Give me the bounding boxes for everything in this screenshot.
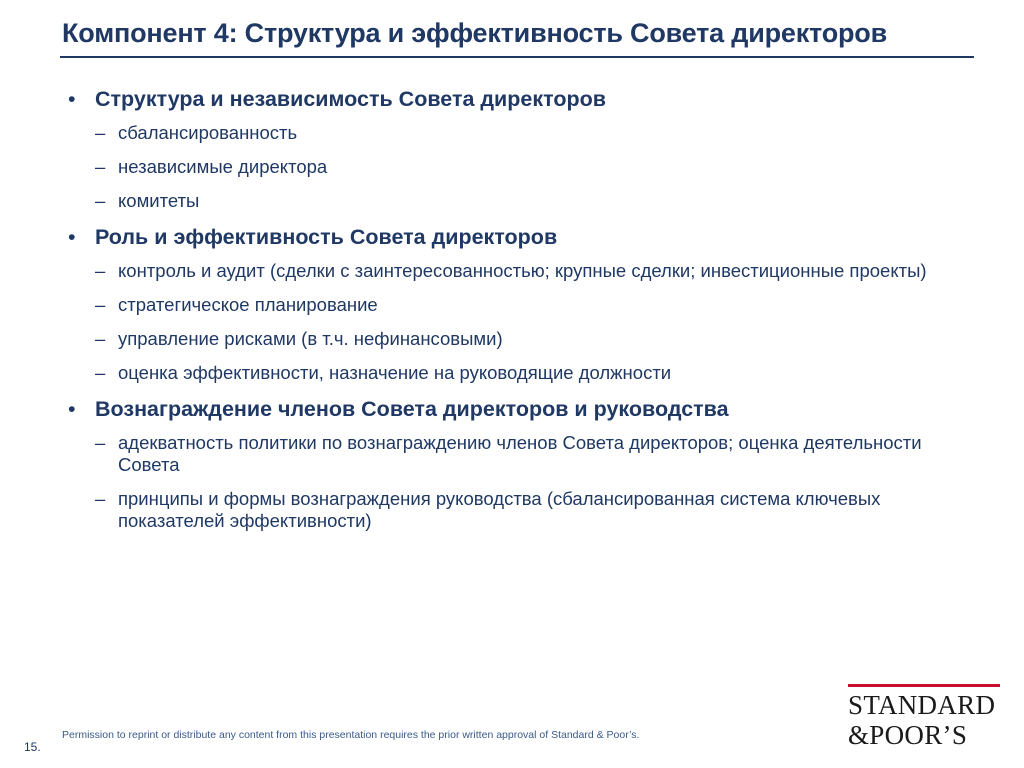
dash-glyph: –	[95, 156, 106, 177]
section-heading	[68, 396, 968, 422]
logo-accent-bar	[848, 684, 1000, 687]
section-heading-text: Структура и независимость Совета директоров	[95, 87, 606, 111]
section-heading-text: Вознаграждение членов Совета директоров и руководства	[95, 397, 729, 421]
list-item	[68, 488, 968, 532]
dash-glyph: –	[95, 328, 106, 349]
section-structure	[68, 86, 968, 212]
dash-glyph: –	[95, 294, 106, 315]
list-item-text: адекватность политики по вознаграждению членов Совета директоров; оценка деятельности Совета	[118, 432, 922, 475]
list-item	[68, 122, 968, 144]
dash-glyph: –	[95, 488, 106, 509]
list-item	[68, 190, 968, 212]
dash-glyph: –	[95, 362, 106, 383]
dash-glyph: –	[95, 432, 106, 453]
section-heading-text: Роль и эффективность Совета директоров	[95, 225, 558, 249]
page-number: 15.	[24, 740, 41, 754]
logo-line-poors: &POOR’S	[848, 720, 968, 750]
sub-item-list	[68, 122, 968, 212]
dash-glyph: –	[95, 190, 106, 211]
list-item	[68, 260, 968, 282]
list-item	[68, 328, 968, 350]
slide-title: Компонент 4: Структура и эффективность Совета директоров	[62, 18, 887, 48]
list-item-text: стратегическое планирование	[118, 294, 378, 315]
list-item-text: контроль и аудит (сделки с заинтересованностью; крупные сделки; инвестиционные проекты)	[118, 260, 927, 281]
list-item-text: комитеты	[118, 190, 200, 211]
list-item-text: принципы и формы вознаграждения руководства (сбалансированная система ключевых показателей эффективности)	[118, 488, 881, 531]
section-heading	[68, 86, 968, 112]
copyright-notice: Permission to reprint or distribute any content from this presentation requires the prior written approval of Standard & Poor’s.	[62, 729, 640, 741]
sub-item-list	[68, 260, 968, 384]
list-item	[68, 362, 968, 384]
list-item	[68, 156, 968, 178]
list-item	[68, 294, 968, 316]
list-item-text: сбалансированность	[118, 122, 298, 143]
list-item-text: оценка эффективности, назначение на руководящие должности	[118, 362, 672, 383]
list-item-text: управление рисками (в т.ч. нефинансовыми)	[118, 328, 503, 349]
section-role	[68, 224, 968, 384]
bullet-glyph: •	[68, 397, 76, 421]
section-compensation	[68, 396, 968, 532]
bullet-glyph: •	[68, 225, 76, 249]
logo-line-standard: STANDARD	[848, 690, 996, 720]
list-item	[68, 432, 968, 476]
section-heading	[68, 224, 968, 250]
title-divider	[60, 56, 974, 58]
slide-content	[68, 86, 968, 544]
list-item-text: независимые директора	[118, 156, 328, 177]
bullet-glyph: •	[68, 87, 76, 111]
dash-glyph: –	[95, 260, 106, 281]
sub-item-list	[68, 432, 968, 532]
standard-and-poors-logo	[848, 684, 1004, 750]
dash-glyph: –	[95, 122, 106, 143]
